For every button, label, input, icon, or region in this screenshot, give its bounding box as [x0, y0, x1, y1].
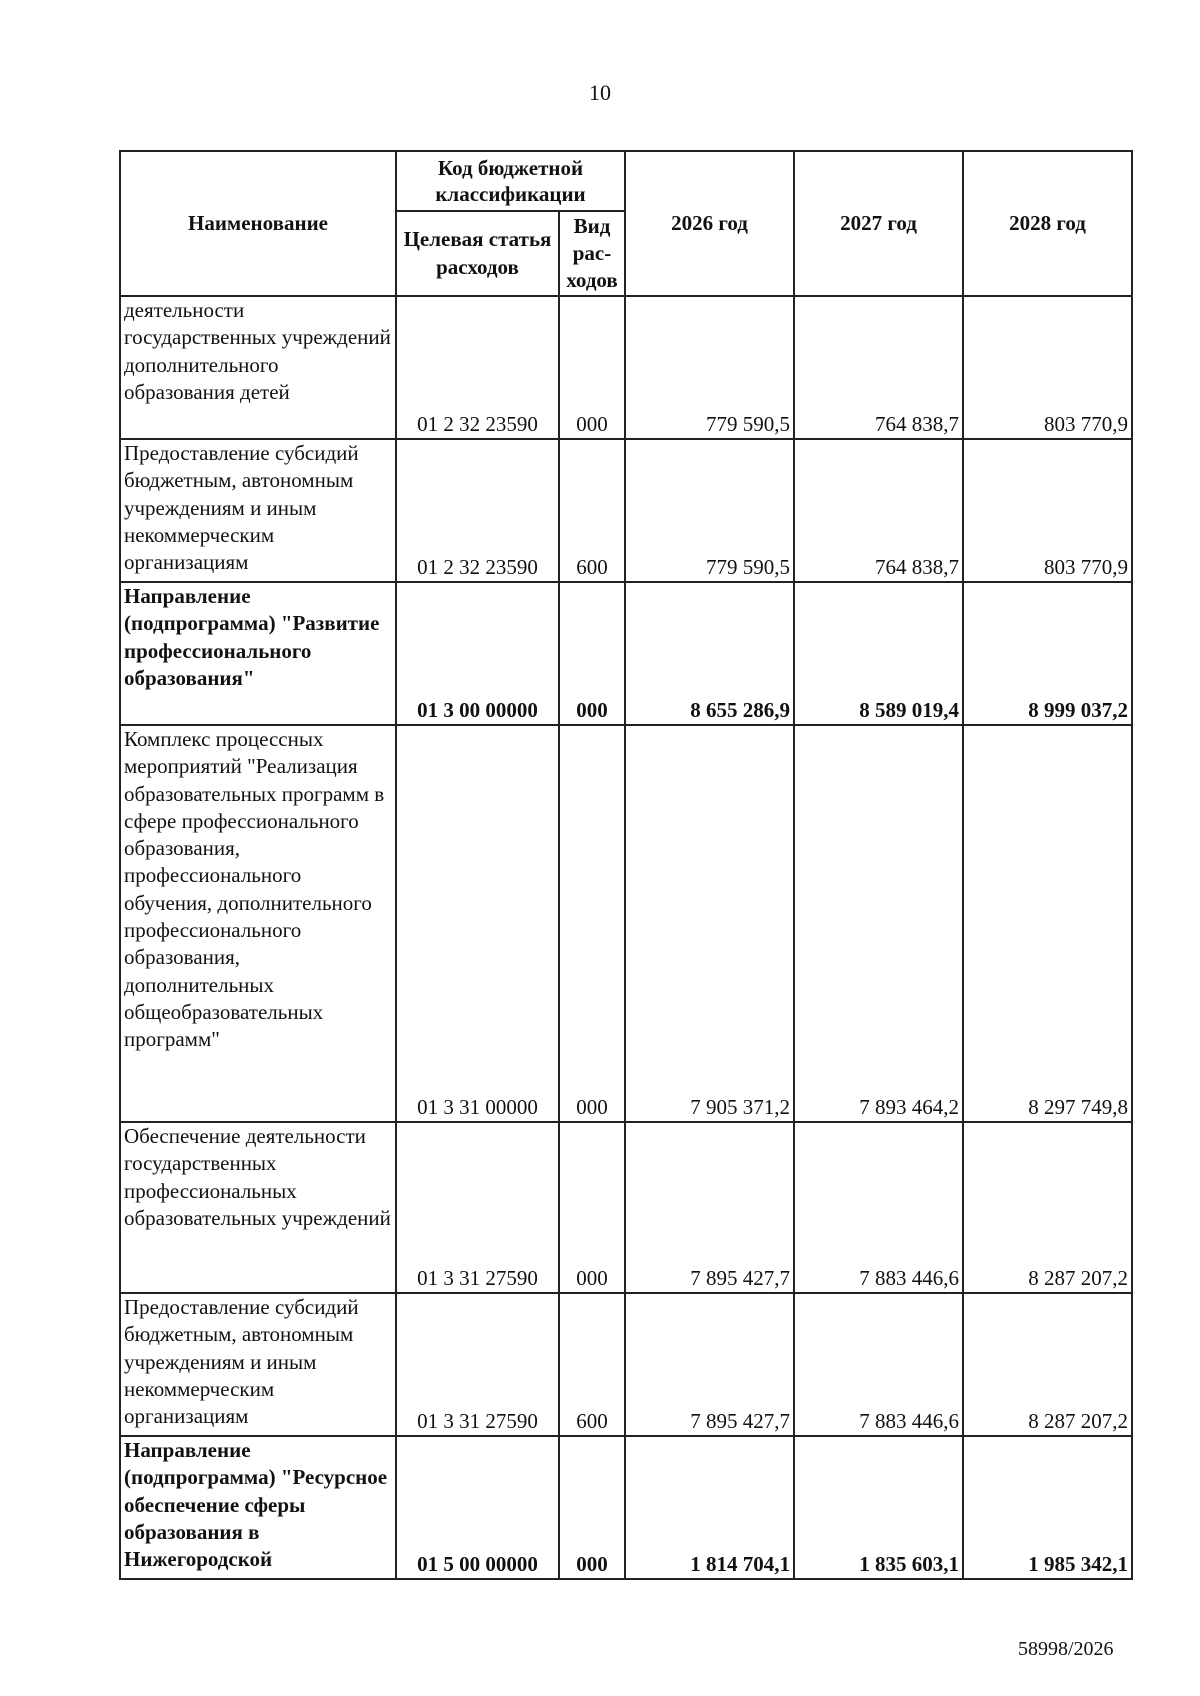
row-2028: 803 770,9: [963, 296, 1132, 439]
table-row: [120, 582, 1132, 725]
row-2026: 779 590,5: [625, 296, 794, 439]
row-expense-type: 600: [559, 1293, 625, 1436]
table-row: [120, 1436, 1132, 1579]
row-2028: 8 999 037,2: [963, 582, 1132, 725]
row-name: Направление (подпрограмма) "Ресурсное обеспечение сферы образования в Нижегородской: [120, 1436, 396, 1579]
row-target-code: 01 3 31 27590: [396, 1293, 559, 1436]
header-2027: 2027 год: [794, 151, 963, 296]
row-name: Предоставление субсидий бюджетным, автономным учреждениям и иным некоммерческим организациям: [120, 1293, 396, 1436]
header-2028: 2028 год: [963, 151, 1132, 296]
page-number: 10: [589, 80, 611, 105]
row-2027: 764 838,7: [794, 296, 963, 439]
row-expense-type: 600: [559, 439, 625, 582]
row-2028: 8 287 207,2: [963, 1293, 1132, 1436]
header-expense-type: Вид рас-ходов: [559, 211, 625, 296]
row-name: деятельности государственных учреждений дополнительного образования детей: [120, 296, 396, 439]
row-2028: 803 770,9: [963, 439, 1132, 582]
header-target-article: Целевая статья расходов: [396, 211, 559, 296]
row-2027: 1 835 603,1: [794, 1436, 963, 1579]
row-2027: 764 838,7: [794, 439, 963, 582]
row-2028: 1 985 342,1: [963, 1436, 1132, 1579]
row-2027: 7 893 464,2: [794, 725, 963, 1122]
document-number: 58998/2026: [1018, 1638, 1114, 1660]
row-target-code: 01 5 00 00000: [396, 1436, 559, 1579]
row-2027: 8 589 019,4: [794, 582, 963, 725]
row-target-code: 01 2 32 23590: [396, 439, 559, 582]
row-2026: 779 590,5: [625, 439, 794, 582]
row-target-code: 01 3 31 00000: [396, 725, 559, 1122]
row-name: Обеспечение деятельности государственных профессиональных образовательных учреждений: [120, 1122, 396, 1293]
header-code-group: Код бюджетной классификации: [396, 151, 625, 211]
row-name: Предоставление субсидий бюджетным, автономным учреждениям и иным некоммерческим организациям: [120, 439, 396, 582]
row-2028: 8 287 207,2: [963, 1122, 1132, 1293]
row-name: Комплекс процессных мероприятий "Реализация образовательных программ в сфере профессионального образования, профессионального обучения, дополнительного профессионального образования, дополнительных общеобразовательных программ": [120, 725, 396, 1122]
row-target-code: 01 3 00 00000: [396, 582, 559, 725]
row-2027: 7 883 446,6: [794, 1122, 963, 1293]
table-row: [120, 725, 1132, 1122]
row-2026: 7 895 427,7: [625, 1293, 794, 1436]
row-expense-type: 000: [559, 296, 625, 439]
row-target-code: 01 3 31 27590: [396, 1122, 559, 1293]
row-expense-type: 000: [559, 1122, 625, 1293]
row-2026: 7 895 427,7: [625, 1122, 794, 1293]
row-2027: 7 883 446,6: [794, 1293, 963, 1436]
row-name: Направление (подпрограмма) "Развитие профессионального образования": [120, 582, 396, 725]
table-row: [120, 1122, 1132, 1293]
header-2026: 2026 год: [625, 151, 794, 296]
budget-table: [119, 150, 1133, 1580]
header-row-1: [120, 151, 1132, 211]
table-row: [120, 439, 1132, 582]
table-row: [120, 1293, 1132, 1436]
row-2026: 8 655 286,9: [625, 582, 794, 725]
header-name: Наименование: [120, 151, 396, 296]
row-expense-type: 000: [559, 582, 625, 725]
row-expense-type: 000: [559, 1436, 625, 1579]
table-row: [120, 296, 1132, 439]
row-2026: 7 905 371,2: [625, 725, 794, 1122]
row-2026: 1 814 704,1: [625, 1436, 794, 1579]
row-2028: 8 297 749,8: [963, 725, 1132, 1122]
row-target-code: 01 2 32 23590: [396, 296, 559, 439]
row-expense-type: 000: [559, 725, 625, 1122]
